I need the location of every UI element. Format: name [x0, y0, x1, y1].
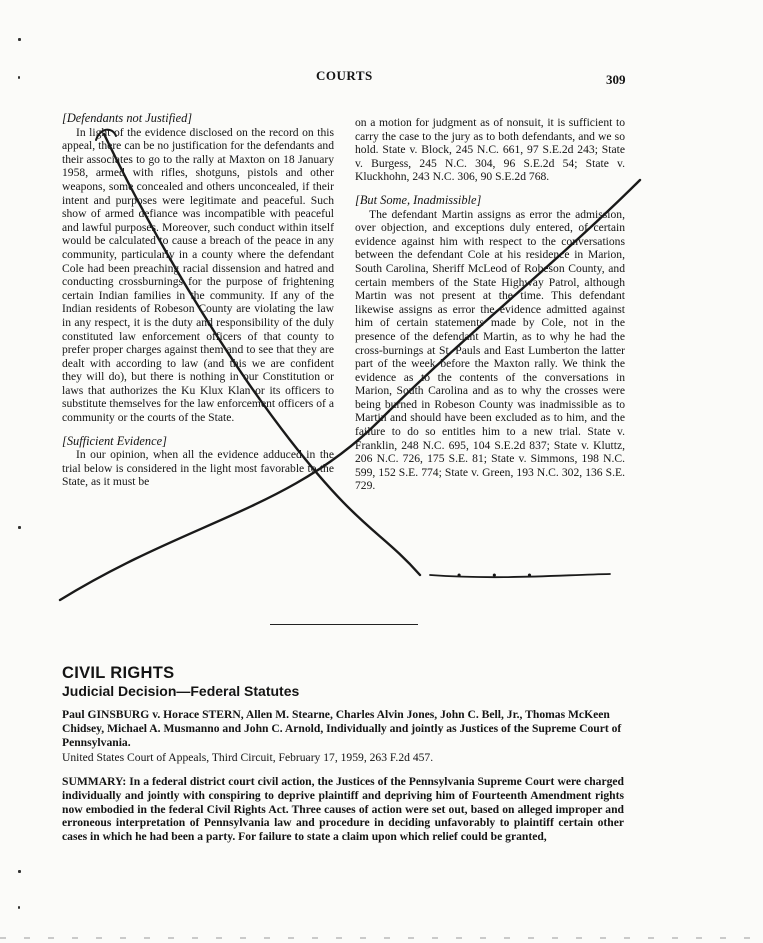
case-parties: Paul GINSBURG v. Horace STERN, Allen M. Stearne, Charles Alvin Jones, John C. Bell, Jr., Thomas McKeen Chidsey, Michael A. Musmanno and John C. Arnold, Individually and jointly as Justices of the Supreme Court of Pennsylvania. — [62, 708, 622, 749]
case-citation: United States Court of Appeals, Third Circuit, February 17, 1959, 263 F.2d 457. — [62, 751, 434, 764]
page-number: 309 — [606, 72, 626, 87]
paragraph-inadmissible-evidence: The defendant Martin assigns as error the admission, over objection, and exceptions duly entered, of certain evidence against him with respect to the conversations between the defendant Cole at his residence in Marion, South Carolina, Sheriff McLeod of Robeson County, and certain members of the State Highway Patrol, although Martin was not present at the time. This defendant likewise assigns as error the evidence admitted against him of certain statements made by Cole, not in the presence of the defendant Martin, as to why he had the cross-burnings at St. Pauls and East Lumberton the latter part of the week before the Maxton rally. We think the evidence as to the contents of the conversations in Marion, South Carolina and as to why the crosses were being burned in Robeson County was inadmissible as to Martin and should have been excluded as to him, and the failure to do so entitles him to a new trial. State v. Franklin, 248 N.C. 695, 104 S.E.2d 837; State v. Kluttz, 206 N.C. 726, 175 S.E. 81; State v. Simmons, 198 N.C. 599, 152 S.E. 774; State v. Green, 193 N.C. 302, 136 S.E. 729. — [355, 207, 625, 493]
section-end-dots: • • • — [457, 568, 546, 582]
running-header: COURTS — [316, 68, 373, 83]
left-column — [62, 112, 334, 489]
scan-speck — [18, 76, 20, 79]
right-column — [355, 116, 625, 493]
section-divider — [270, 624, 418, 625]
paragraph-sufficient-evidence: In our opinion, when all the evidence adduced in the trial below is considered in the light most favorable to the State, as it must be — [62, 448, 334, 489]
subheading-defendants-not-justified: [Defendants not Justified] — [62, 111, 193, 125]
paragraph-nonsuit-continuation: on a motion for judgment as of nonsuit, it is sufficient to carry the case to the jury as to both defendants, and we so hold. State v. Block, 245 N.C. 661, 97 S.E.2d 243; State v. Burgess, 245 N.C. 304, 96 S.E.2d 54; State v. Kluckhohn, 243 N.C. 306, 90 S.E.2d 768. — [355, 116, 625, 184]
case-summary: SUMMARY: In a federal district court civil action, the Justices of the Pennsylvania Supreme Court were charged individually and jointly with conspiring to deprive plaintiff and depriving him of Fourteenth Amendment rights now embodied in the federal Civil Rights Act. Three causes of action were set out, based on alleged improper and erroneous interpretation of Pennsylvania law and procedure in deciding unfavorably to plaintiff certain other cases in which he had been a party. For failure to state a claim upon which relief could be granted, — [62, 775, 624, 844]
scan-speck — [18, 526, 21, 529]
scan-speck — [18, 870, 21, 873]
scan-speck — [18, 38, 21, 41]
paragraph-defendants-not-justified: In light of the evidence disclosed on the record on this appeal, there can be no justification for the defendants and their associates to go to the rally at Maxton on 18 January 1958, armed with rifles, shotguns, pistols and other weapons, some concealed and others unconcealed, if their intent and purposes were legitimate and peaceful. Such show of armed defiance was incompatible with peaceful and lawful purposes. Moreover, such conduct within itself would be calculated to cause a breach of the peace in any community, particularly in a county where the defendant Cole had been preaching racial dissension and hatred and conducting crossburnings for the purpose of frightening certain Indian families in the community. If any of the Indian residents of Robeson County are violating the law in any respect, it is the duty and responsibility of the duly constituted law enforcement officers of that county to prefer proper charges against them and to see that they are dealt with according to law (and this we are confident they will do), but there is nothing in our Constitution or laws that authorizes the Ku Klux Klan or its officers to substitute themselves for the law enforcement officers of a community or the courts of the State. — [62, 125, 334, 425]
section-subtitle: Judicial Decision—Federal Statutes — [62, 683, 300, 699]
section-title: CIVIL RIGHTS — [62, 664, 175, 682]
subheading-sufficient-evidence: [Sufficient Evidence] — [62, 433, 167, 448]
subheading-but-some-inadmissible: [But Some, Inadmissible] — [355, 192, 482, 207]
scan-speck — [18, 906, 20, 909]
